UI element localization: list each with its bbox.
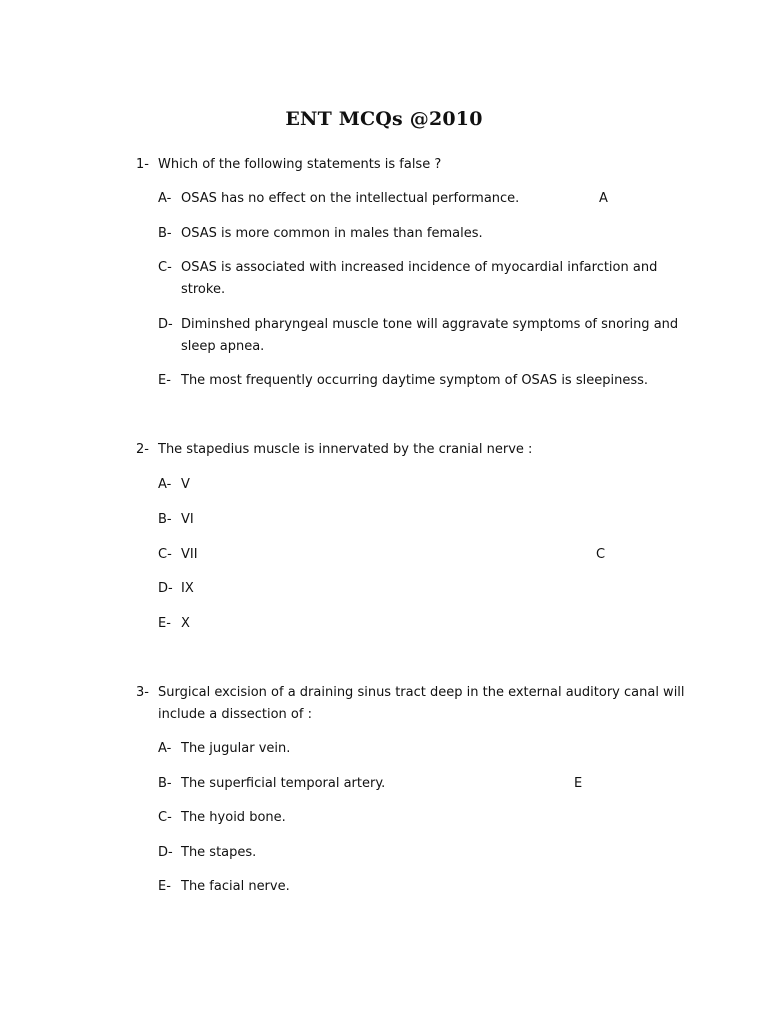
question-text: Which of the following statements is false ? (158, 157, 442, 172)
option-label: C- (158, 547, 172, 562)
option-label: E- (158, 373, 171, 388)
option-label: B- (158, 776, 172, 791)
option-label: C- (158, 260, 172, 275)
answer-key: A (599, 191, 608, 206)
option-text: The facial nerve. (181, 879, 290, 894)
option-text: Diminshed pharyngeal muscle tone will aggravate symptoms of snoring and (181, 317, 679, 332)
option-text: OSAS has no effect on the intellectual performance. (181, 191, 520, 206)
option-text: The most frequently occurring daytime symptom of OSAS is sleepiness. (181, 373, 648, 388)
option-label: D- (158, 581, 173, 596)
option-text: V (181, 477, 190, 492)
option-text: sleep apnea. (181, 339, 265, 354)
question-number: 1- (136, 157, 149, 172)
question-text: The stapedius muscle is innervated by the cranial nerve : (158, 442, 533, 457)
option-label: C- (158, 810, 172, 825)
question-number: 3- (136, 685, 149, 700)
option-text: X (181, 616, 190, 631)
option-text: OSAS is associated with increased incidence of myocardial infarction and (181, 260, 658, 275)
option-text: The hyoid bone. (181, 810, 286, 825)
answer-key: E (574, 776, 583, 791)
option-label: A- (158, 477, 172, 492)
option-label: D- (158, 317, 173, 332)
option-text: The superficial temporal artery. (181, 776, 386, 791)
question-text: include a dissection of : (158, 707, 312, 722)
option-text: The stapes. (181, 845, 257, 860)
option-text: OSAS is more common in males than females. (181, 226, 483, 241)
option-text: IX (181, 581, 194, 596)
option-label: B- (158, 512, 172, 527)
question-text: Surgical excision of a draining sinus tract deep in the external auditory canal will (158, 685, 685, 700)
question-number: 2- (136, 442, 149, 457)
option-text: stroke. (181, 282, 226, 297)
option-label: A- (158, 191, 172, 206)
option-text: VII (181, 547, 198, 562)
option-label: A- (158, 741, 172, 756)
option-label: B- (158, 226, 172, 241)
option-label: E- (158, 879, 171, 894)
option-text: VI (181, 512, 194, 527)
option-text: The jugular vein. (181, 741, 291, 756)
answer-key: C (596, 547, 606, 562)
option-label: D- (158, 845, 173, 860)
page-title: ENT MCQs @2010 (285, 108, 483, 130)
option-label: E- (158, 616, 171, 631)
